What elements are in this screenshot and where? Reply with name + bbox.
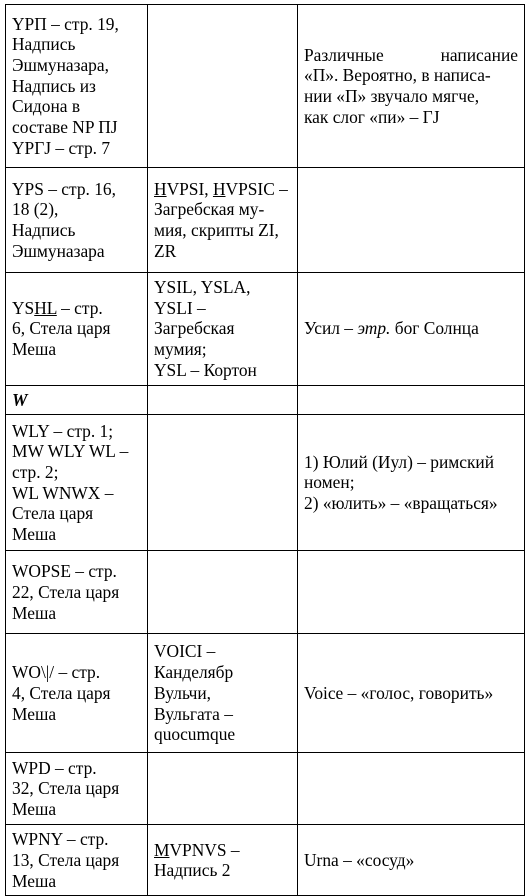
source-cell bbox=[6, 634, 148, 753]
cell-line: 13, Стела царя bbox=[12, 849, 120, 870]
cell-line: составе NP ПJ bbox=[12, 117, 118, 138]
table-row bbox=[6, 551, 525, 634]
underlined-letter: H bbox=[154, 178, 167, 199]
table-row bbox=[6, 634, 525, 753]
table-row bbox=[6, 5, 525, 168]
section-row bbox=[6, 385, 525, 415]
parallel-cell bbox=[148, 634, 298, 753]
cell-line bbox=[154, 840, 291, 861]
meaning-cell bbox=[298, 168, 525, 273]
section-letter: W bbox=[6, 385, 148, 415]
cell-line: 2) «юлить» – «вращаться» bbox=[304, 493, 498, 514]
meaning-cell bbox=[298, 273, 525, 386]
cell-text: VPSIC – bbox=[225, 178, 288, 199]
cell-line: WOPSE – стр. bbox=[12, 561, 117, 582]
cell-line: Меша bbox=[12, 524, 57, 545]
underlined-letter: M bbox=[154, 839, 170, 860]
meaning-cell bbox=[298, 385, 525, 415]
table-row bbox=[6, 415, 525, 551]
cell-line: Надпись bbox=[12, 220, 76, 240]
cell-text: VPSI, bbox=[166, 178, 213, 199]
cell-line: YPГJ – стр. 7 bbox=[12, 137, 111, 158]
cell-line: YPS – стр. 16, bbox=[12, 178, 116, 199]
cell-line: Загребская му- bbox=[154, 199, 265, 220]
cell-word: Различные bbox=[304, 44, 384, 65]
cell-line: Загребская bbox=[154, 318, 235, 339]
cell-line: Эшмуназара bbox=[12, 240, 105, 261]
cell-line: Меша bbox=[12, 339, 57, 360]
cell-line: нии «П» звучало мягче, bbox=[304, 86, 480, 106]
meaning-cell bbox=[298, 551, 525, 634]
cell-line: WPNY – стр. bbox=[12, 829, 109, 850]
meaning-cell bbox=[298, 5, 525, 168]
cell-line: Меша bbox=[12, 870, 57, 891]
source-cell bbox=[6, 415, 148, 551]
table-row bbox=[6, 273, 525, 386]
cell-line: Стела царя bbox=[12, 503, 94, 524]
source-cell bbox=[6, 753, 148, 825]
cell-line: Вульгата – bbox=[154, 703, 233, 724]
cell-line: Эшмуназара, bbox=[12, 54, 109, 75]
cell-line: Надпись 2 bbox=[154, 860, 231, 881]
cell-line: YSLI – bbox=[154, 297, 206, 318]
parallel-cell bbox=[148, 753, 298, 825]
cell-line bbox=[12, 298, 141, 319]
cell-line: Меша bbox=[12, 799, 57, 820]
cell-line: WLY – стр. 1; bbox=[12, 420, 114, 441]
cell-text: VPNVS – bbox=[169, 839, 240, 860]
cell-line: номен; bbox=[304, 472, 355, 493]
underlined-letter: HL bbox=[34, 297, 57, 318]
cell-line: Меша bbox=[12, 703, 57, 724]
cell-text: Усил – bbox=[304, 318, 358, 339]
parallel-cell bbox=[148, 168, 298, 273]
cell-line: мия, скрипты ZI, bbox=[154, 220, 279, 240]
parallel-cell bbox=[148, 551, 298, 634]
source-cell bbox=[6, 168, 148, 273]
parallel-cell bbox=[148, 273, 298, 386]
cell-line: VOICI – bbox=[154, 641, 216, 662]
cell-text: – стр. bbox=[56, 297, 103, 318]
table-row bbox=[6, 168, 525, 273]
cell-line bbox=[304, 45, 518, 66]
source-cell bbox=[6, 5, 148, 168]
table-row bbox=[6, 825, 525, 896]
cell-line: 22, Стела царя bbox=[12, 581, 120, 602]
cell-line: Надпись из bbox=[12, 75, 96, 96]
meaning-cell: Urna – «сосуд» bbox=[298, 825, 525, 896]
source-cell bbox=[6, 551, 148, 634]
lexicon-table bbox=[5, 4, 525, 896]
cell-line: ZR bbox=[154, 240, 177, 261]
meaning-cell: Voice – «голос, говорить» bbox=[298, 634, 525, 753]
table-row bbox=[6, 753, 525, 825]
cell-line: WO\|/ – стр. bbox=[12, 662, 101, 683]
cell-line: стр. 2; bbox=[12, 462, 59, 483]
cell-line: YPП – стр. 19, bbox=[12, 13, 119, 34]
underlined-letter: H bbox=[212, 178, 226, 199]
cell-line: как слог «пи» – ГJ bbox=[304, 106, 440, 127]
cell-line: 18 (2), bbox=[12, 199, 59, 220]
meaning-cell bbox=[298, 415, 525, 551]
cell-line: YSIL, YSLA, bbox=[154, 277, 251, 297]
cell-line: MW WLY WL – bbox=[12, 441, 129, 462]
meaning-cell bbox=[298, 753, 525, 825]
parallel-cell bbox=[148, 825, 298, 896]
cell-line: Меша bbox=[12, 602, 57, 623]
parallel-cell bbox=[148, 415, 298, 551]
cell-line: quocumque bbox=[154, 724, 236, 745]
cell-text: YS bbox=[12, 297, 35, 318]
cell-word: написание bbox=[440, 44, 518, 65]
cell-line: WL WNWX – bbox=[12, 482, 114, 503]
cell-line: Вульчи, bbox=[154, 682, 211, 703]
cell-line: 4, Стела царя bbox=[12, 682, 111, 703]
source-cell bbox=[6, 273, 148, 386]
cell-line: Сидона в bbox=[12, 96, 81, 117]
cell-line: 6, Стела царя bbox=[12, 318, 111, 339]
source-cell bbox=[6, 825, 148, 896]
parallel-cell bbox=[148, 5, 298, 168]
cell-line: Надпись bbox=[12, 34, 76, 55]
cell-line bbox=[154, 179, 291, 200]
parallel-cell bbox=[148, 385, 298, 415]
cell-line: YSL – Кортон bbox=[154, 359, 257, 380]
cell-line: Канделябр bbox=[154, 662, 234, 683]
cell-line: WPD – стр. bbox=[12, 757, 97, 778]
cell-line: мумия; bbox=[154, 339, 207, 360]
cell-line: 1) Юлий (Иул) – римский bbox=[304, 451, 495, 472]
italic-abbr: этр. bbox=[357, 318, 391, 339]
cell-line: 32, Стела царя bbox=[12, 778, 120, 799]
cell-text: бог Солнца bbox=[390, 318, 479, 339]
cell-line: «П». Вероятно, в написа- bbox=[304, 65, 491, 86]
